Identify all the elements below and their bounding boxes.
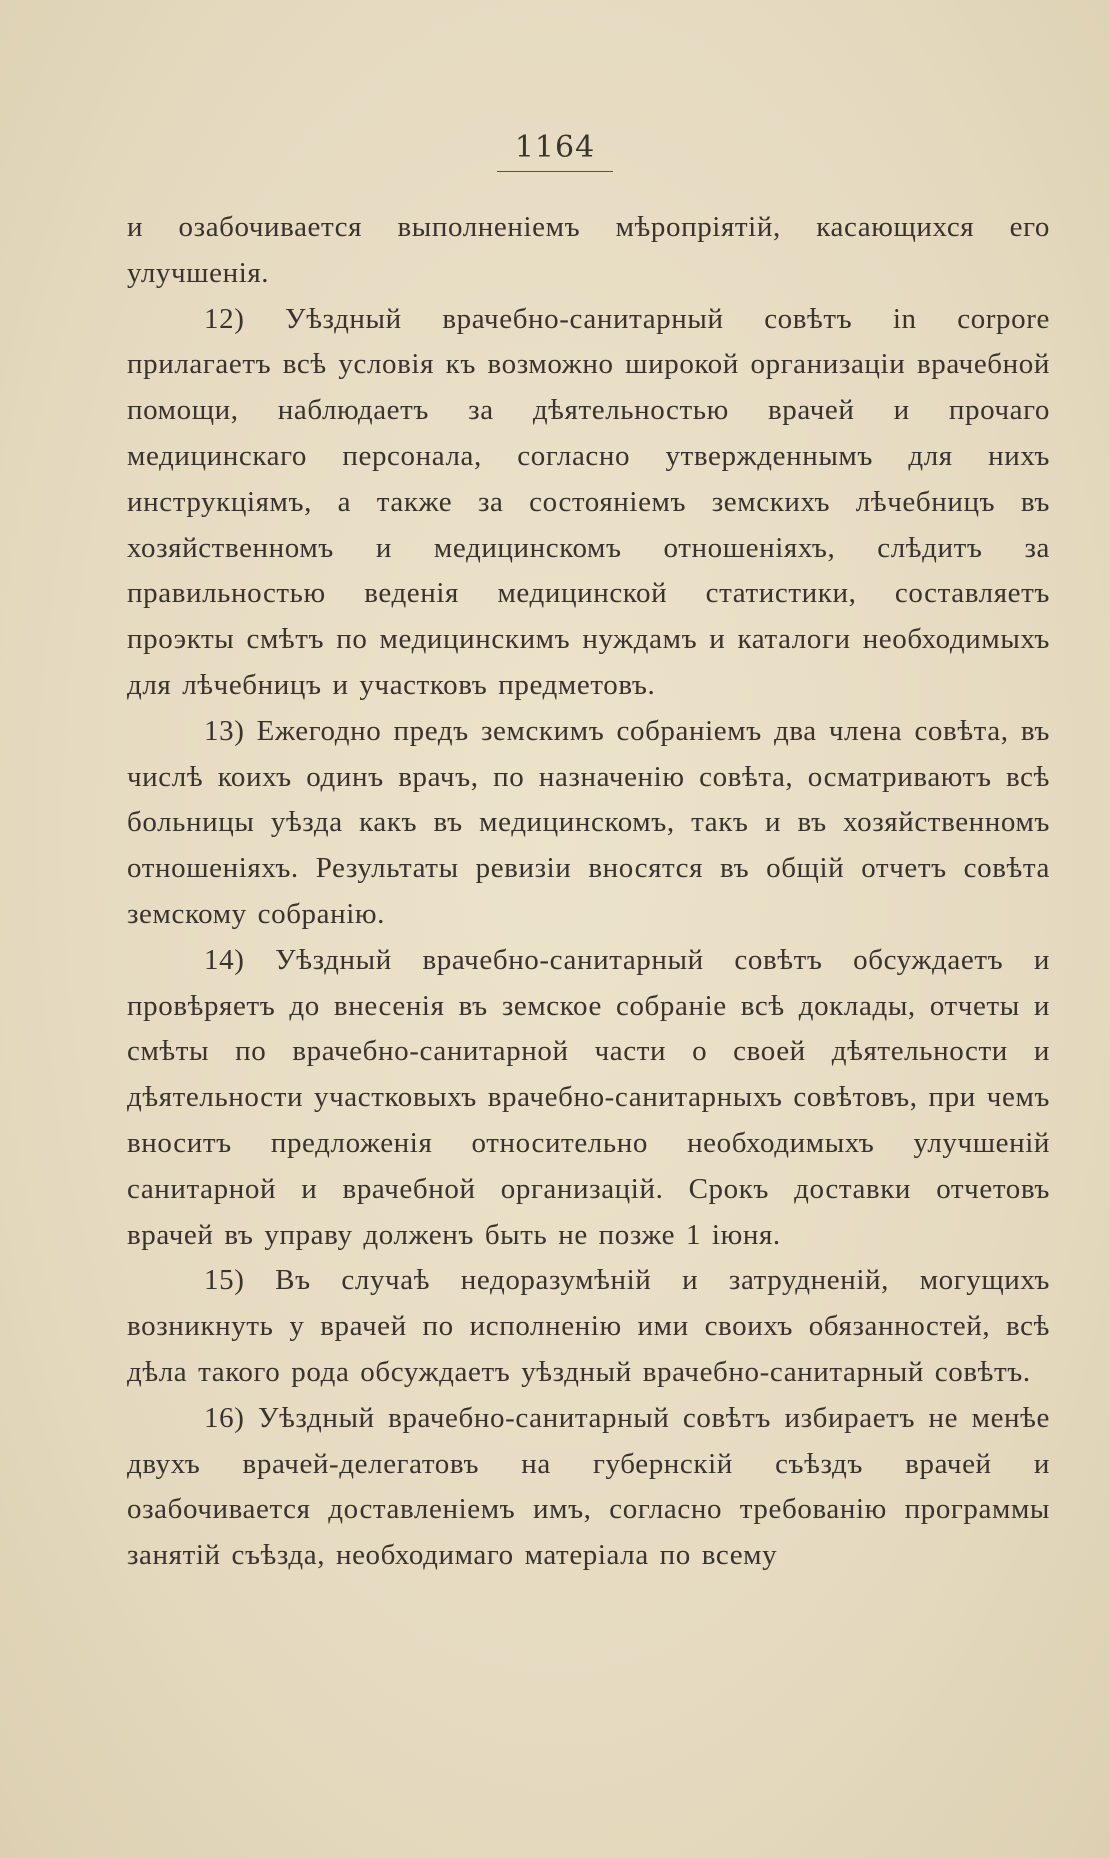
paragraph-item-13: 13) Ежегодно предъ земскимъ собраніемъ два члена совѣта, въ числѣ коихъ одинъ врачъ, по назначенію совѣта, осматриваютъ всѣ больницы уѣзда какъ въ медицинскомъ, такъ и въ хозяйственномъ отношеніяхъ. Результаты ревизіи вносятся въ общій отчетъ совѣта земскому собранію. [127,714,1050,930]
paragraph-item-14: 14) Уѣздный врачебно-санитарный совѣтъ обсуждаетъ и провѣряетъ до внесенія въ земское собраніе всѣ доклады, отчеты и смѣты по врачебно-санитарной части о своей дѣятельности и дѣятельности участковыхъ врачебно-санитарныхъ совѣтовъ, при чемъ вноситъ предложенія относительно необходимыхъ улучшеній санитарной и врачебной организацій. Срокъ доставки отчетовъ врачей въ управу долженъ быть не позже 1 іюня. [127,943,1050,1251]
page-header [0,130,1110,172]
page-number: 1164 [497,130,613,172]
paragraph-item-15: 15) Въ случаѣ недоразумѣній и затрудненій, могущихъ возникнуть у врачей по исполненію ими своихъ обязанностей, всѣ дѣла такого рода обсуждаетъ уѣздный врачебно-санитарный совѣтъ. [127,1264,1050,1388]
paragraph-item-16: 16) Уѣздный врачебно-санитарный совѣтъ избираетъ не менѣе двухъ врачей-делегатовъ на губернскій съѣздъ врачей и озабочивается доставленіемъ имъ, согласно требованію программы занятій съѣзда, необходимаго матеріала по всему [127,1401,1050,1572]
paragraph-item-12: 12) Уѣздный врачебно-санитарный совѣтъ in corpore прилагаетъ всѣ условія къ возможно широкой организаціи врачебной помощи, наблюдаетъ за дѣятельностью врачей и прочаго медицинскаго персонала, согласно утвержденнымъ для нихъ инструкціямъ, а также за состояніемъ земскихъ лѣчебницъ въ хозяйственномъ и медицинскомъ отношеніяхъ, слѣдитъ за правильностью веденія медицинской статистики, составляетъ проэкты смѣтъ по медицинскимъ нуждамъ и каталоги необходимыхъ для лѣчебницъ и участковъ предметовъ. [127,302,1050,701]
page-body [127,205,1050,1579]
paragraph-continuation: и озабочивается выполненіемъ мѣропріятій, касающихся его улучшенія. [127,211,1050,289]
